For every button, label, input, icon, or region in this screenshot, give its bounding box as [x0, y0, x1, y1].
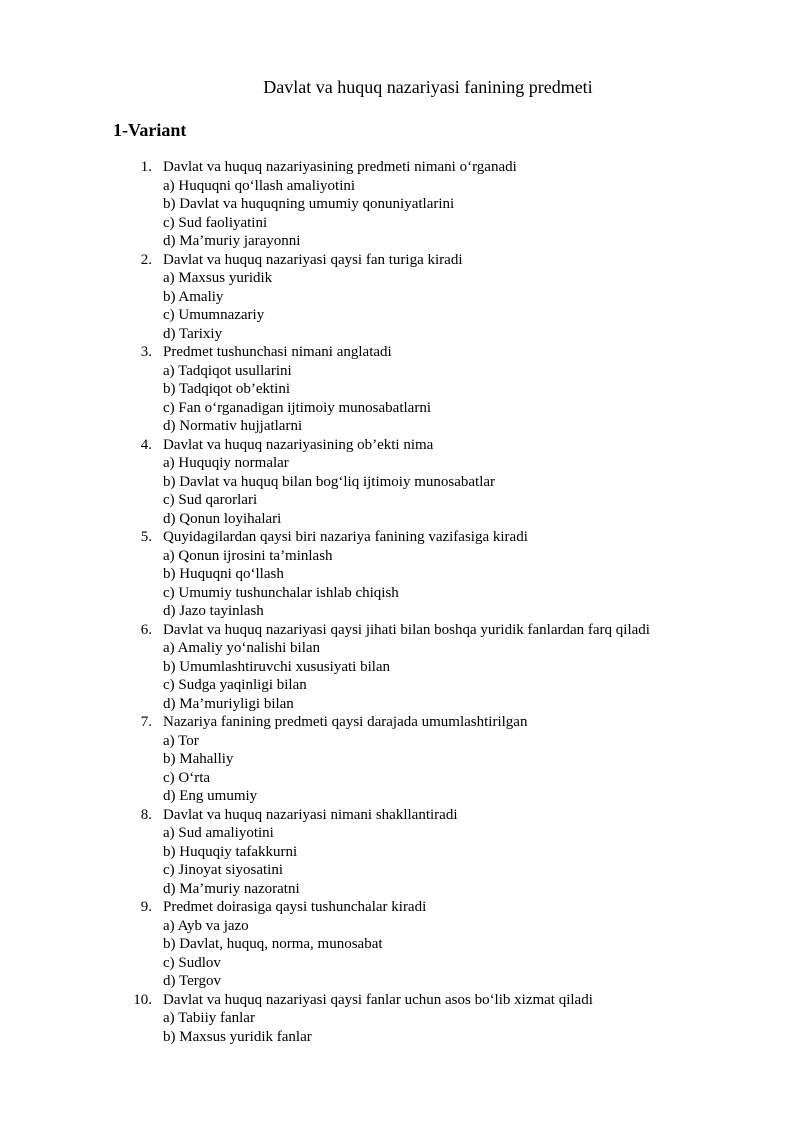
answer-option: b) Huquqiy tafakkurni [163, 843, 298, 860]
question-item [0, 343, 650, 436]
question-number: 10. [133, 991, 152, 1008]
answer-option: b) Mahalliy [163, 751, 234, 767]
answer-options [163, 269, 650, 343]
question-text: Davlat va huquq nazariyasining predmeti nimani o‘rganadi [163, 159, 517, 175]
answer-option: b) Davlat va huquqning umumiy qonuniyatlarini [163, 196, 455, 212]
question-item [0, 713, 650, 806]
answer-options [163, 547, 650, 621]
question-item [0, 251, 650, 344]
answer-options [163, 732, 650, 806]
question-number: 5. [140, 529, 152, 545]
answer-options [163, 917, 650, 991]
question-number: 9. [140, 899, 152, 915]
answer-option: c) Sud qarorlari [163, 492, 258, 508]
question-text: Davlat va huquq nazariyasi nimani shakllantiradi [163, 806, 458, 823]
answer-option: c) Fan o‘rganadigan ijtimoiy munosabatlarni [163, 399, 431, 416]
variant-heading: 1-Variant [113, 120, 187, 140]
answer-option: b) Davlat, huquq, norma, munosabat [163, 936, 383, 952]
answer-option: d) Normativ hujjatlarni [163, 418, 303, 434]
question-number: 1. [140, 159, 152, 175]
question-text: Davlat va huquq nazariyasi qaysi fan turiga kiradi [163, 251, 463, 268]
question-item [0, 436, 650, 529]
answer-option: d) Qonun loyihalari [163, 510, 282, 527]
question-number: 8. [140, 806, 152, 823]
answer-option: d) Tarixiy [163, 325, 223, 342]
answer-option: b) Huquqni qo‘llash [163, 566, 284, 582]
answer-option: b) Davlat va huquq bilan bog‘liq ijtimoiy munosabatlar [163, 473, 496, 490]
question-text: Davlat va huquq nazariyasi qaysi jihati bilan boshqa yuridik fanlardan farq qiladi [163, 621, 650, 638]
answer-options [163, 639, 650, 713]
answer-option: a) Sud amaliyotini [163, 825, 274, 841]
answer-option: a) Huquqiy normalar [163, 455, 289, 471]
question-number: 3. [140, 344, 152, 360]
question-number: 6. [140, 621, 152, 638]
answer-option: a) Tor [163, 732, 199, 749]
answer-option: c) Sudga yaqinligi bilan [163, 677, 307, 693]
question-number: 7. [140, 714, 152, 730]
answer-option: a) Tabiiy fanlar [163, 1010, 255, 1026]
question-number: 2. [140, 251, 152, 268]
question-text: Nazariya fanining predmeti qaysi darajada umumlashtirilgan [163, 714, 528, 730]
question-item [0, 991, 650, 1047]
answer-options [163, 1009, 650, 1046]
answer-option: d) Eng umumiy [163, 788, 258, 804]
answer-options [163, 454, 650, 528]
answer-option: c) Umumiy tushunchalar ishlab chiqish [163, 584, 399, 601]
answer-option: d) Jazo tayinlash [163, 603, 264, 619]
answer-option: c) Sud faoliyatini [163, 214, 268, 231]
answer-option: a) Ayb va jazo [163, 917, 249, 934]
answer-option: b) Amaliy [163, 288, 224, 305]
answer-options [163, 177, 650, 251]
question-text: Predmet doirasiga qaysi tushunchalar kiradi [163, 899, 427, 915]
answer-option: c) O‘rta [163, 769, 211, 786]
answer-option: c) Jinoyat siyosatini [163, 862, 283, 878]
question-text: Predmet tushunchasi nimani anglatadi [163, 344, 392, 360]
answer-option: a) Maxsus yuridik [163, 270, 273, 286]
question-number: 4. [140, 436, 152, 453]
answer-option: b) Umumlashtiruvchi xususiyati bilan [163, 658, 391, 675]
answer-options [163, 824, 650, 898]
question-text: Davlat va huquq nazariyasi qaysi fanlar uchun asos bo‘lib xizmat qiladi [163, 991, 593, 1008]
answer-option: a) Amaliy yo‘nalishi bilan [163, 640, 321, 656]
document-title: Davlat va huquq nazariyasi fanining predmeti [263, 77, 593, 97]
answer-option: b) Tadqiqot ob’ektini [163, 381, 290, 397]
answer-option: b) Maxsus yuridik fanlar [163, 1028, 312, 1045]
question-list [0, 158, 650, 1046]
answer-option: a) Huquqni qo‘llash amaliyotini [163, 177, 356, 194]
answer-option: d) Tergov [163, 973, 221, 989]
question-item [0, 621, 650, 714]
answer-option: d) Ma’muriy jarayonni [163, 233, 301, 249]
answer-option: a) Qonun ijrosini ta’minlash [163, 547, 333, 564]
question-item [0, 528, 650, 621]
answer-options [163, 362, 650, 436]
question-item [0, 898, 650, 991]
answer-option: c) Umumnazariy [163, 307, 265, 323]
question-item [0, 806, 650, 899]
answer-option: a) Tadqiqot usullarini [163, 362, 292, 379]
question-text: Quyidagilardan qaysi biri nazariya fanining vazifasiga kiradi [163, 529, 528, 545]
answer-option: d) Ma’muriy nazoratni [163, 880, 300, 897]
question-text: Davlat va huquq nazariyasining ob’ekti nima [163, 436, 434, 453]
answer-option: d) Ma’muriyligi bilan [163, 695, 294, 712]
question-item [0, 158, 650, 251]
answer-option: c) Sudlov [163, 954, 221, 971]
